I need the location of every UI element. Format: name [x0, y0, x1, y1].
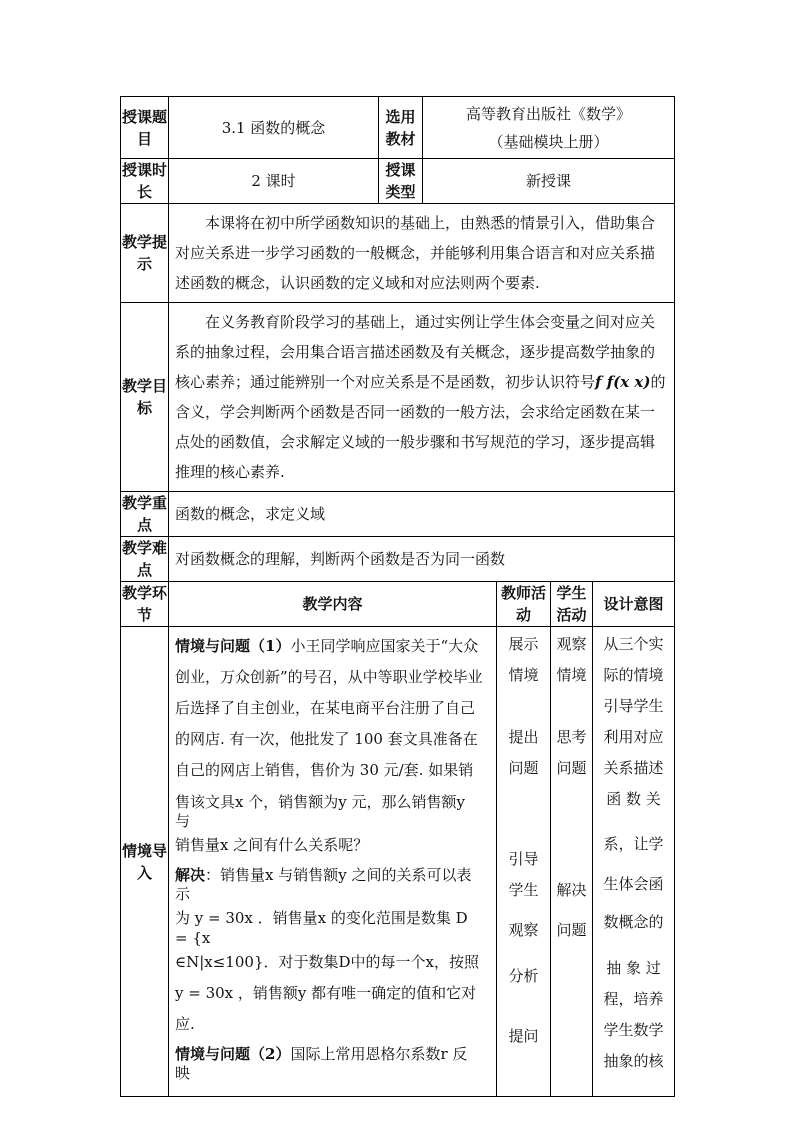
design-intent	[593, 627, 675, 1097]
design-item: 抽象的核	[603, 1052, 664, 1070]
teacher-item: 观察	[508, 921, 539, 939]
solution-title: 解决	[175, 866, 206, 884]
topic-label: 授课题目	[121, 97, 169, 159]
teacher-item: 分析	[508, 967, 539, 985]
stage-value: 情境导入	[121, 627, 169, 1097]
design-item: 数概念的	[603, 913, 664, 931]
teacher-activity	[497, 627, 551, 1097]
key-label: 教学重点	[121, 492, 169, 537]
design-item: 从三个实	[603, 635, 664, 653]
duration-value: 2 课时	[169, 159, 379, 204]
duration-label: 授课时长	[121, 159, 169, 204]
goal-text	[169, 303, 675, 492]
teacher-item	[497, 691, 550, 722]
solution-line: = {x	[175, 929, 211, 947]
type-value: 新授课	[423, 159, 675, 204]
design-item: 学生数学	[603, 1021, 664, 1039]
solution-line: 应.	[175, 1015, 195, 1033]
student-item: 情境	[556, 666, 587, 684]
situation2-line: 映	[175, 1064, 191, 1082]
student-item: 观察	[556, 635, 587, 653]
content-header: 教学内容	[169, 582, 497, 627]
teacher-item: 问题	[508, 759, 539, 777]
student-item	[551, 784, 592, 844]
design-item: 引导学生	[603, 697, 664, 715]
row-hint	[121, 204, 675, 303]
situation1-line: 创业，万众创新”的号召，从中等职业学校毕业	[175, 668, 483, 686]
design-item: 际的情境	[603, 666, 664, 684]
difficulty-label: 教学难点	[121, 537, 169, 582]
student-item: 解决	[556, 881, 587, 899]
teacher-item: 学生	[508, 881, 539, 899]
stage-header: 教学环节	[121, 582, 169, 627]
design-item: 关系描述	[603, 759, 664, 777]
situation2-title: 情境与问题（2）	[175, 1045, 291, 1063]
material-line2: （基础模块上册）	[488, 132, 609, 151]
lesson-plan-table	[120, 96, 675, 1097]
teacher-header: 教师活动	[497, 582, 551, 627]
design-item: 利用对应	[603, 728, 664, 746]
situation1-line: 与	[175, 812, 191, 830]
teacher-item	[497, 784, 550, 844]
design-item: 函 数 关	[606, 790, 661, 808]
row-topic	[121, 97, 675, 159]
goal-part2: 的含义，学会判断两个函数是否同一函数的一般方法，会求给定函数在某一点处的函数值，会求解定义域的一般步骤和书写规范的学习，逐步提高辑推理的核心素养.	[175, 373, 666, 481]
row-goal	[121, 303, 675, 492]
design-item: 程，培养	[603, 990, 664, 1008]
situation2-line: 国际上常用恩格尔系数r 反	[290, 1045, 468, 1063]
design-item	[593, 815, 674, 829]
hint-text: 本课将在初中所学函数知识的基础上，由熟悉的情景引入，借助集合对应关系进一步学习函数的一般概念，并能够利用集合语言和对应关系描述函数的概念，认识函数的定义域和对应法则两个要素.	[169, 204, 675, 303]
teacher-item: 情境	[508, 666, 539, 684]
row-key	[121, 492, 675, 537]
goal-label: 教学目标	[121, 303, 169, 492]
situation1-line: 的网店. 有一次，他批发了 100 套文具准备在	[175, 730, 478, 748]
situation1-line: 后选择了自主创业，在某电商平台注册了自己	[175, 699, 476, 717]
solution-line: 示	[175, 885, 191, 903]
hint-label: 教学提示	[121, 204, 169, 303]
material-label: 选用教材	[379, 97, 423, 159]
material-value	[423, 97, 675, 159]
solution-line: ：销售量x 与销售额y 之间的关系可以表	[205, 866, 472, 884]
row-duration	[121, 159, 675, 204]
situation-content	[169, 627, 497, 1097]
solution-line: y = 30x ，销售额y 都有唯一确定的值和它对	[175, 984, 477, 1002]
row-difficulty	[121, 537, 675, 582]
teacher-item: 展示	[508, 635, 539, 653]
student-header: 学生活动	[551, 582, 593, 627]
situation1-line: 小王同学响应国家关于“大众	[290, 637, 479, 655]
teacher-item: 提问	[508, 1027, 539, 1045]
student-item: 问题	[556, 921, 587, 939]
student-item	[551, 844, 592, 875]
teacher-item: 引导	[508, 850, 539, 868]
difficulty-text: 对函数概念的理解，判断两个函数是否为同一函数	[169, 537, 675, 582]
type-label: 授课类型	[379, 159, 423, 204]
situation1-line: 售该文具x 个，销售额为y 元，那么销售额y	[175, 793, 465, 811]
situation1-line: 自己的网店上销售，售价为 30 元/套. 如果销	[175, 761, 474, 779]
goal-part1: 在义务教育阶段学习的基础上，通过实例让学生体会变量之间对应关系的抽象过程，会用集合语言描述函数及有关概念，逐步提高数学抽象的核心素养；通过能辨别一个对应关系是不是函数，初步认识符号	[175, 313, 656, 391]
student-activity	[551, 627, 593, 1097]
design-item: 生体会函	[603, 875, 664, 893]
row-process-header	[121, 582, 675, 627]
goal-symbol: f f(x x)	[595, 373, 651, 391]
solution-line: 为 y = 30x ．销售量x 的变化范围是数集 D	[175, 909, 468, 927]
teacher-item: 提出	[508, 728, 539, 746]
design-item: 抽 象 过	[606, 959, 661, 977]
situation1-title: 情境与问题（1）	[175, 637, 291, 655]
row-situation	[121, 627, 675, 1097]
solution-line: ∈N|x≤100}．对于数集D中的每一个x，按照	[175, 953, 479, 971]
student-item: 思考	[556, 728, 587, 746]
key-text: 函数的概念，求定义域	[169, 492, 675, 537]
design-header: 设计意图	[593, 582, 675, 627]
design-item: 系，让学	[603, 835, 664, 853]
situation1-line: 销售量x 之间有什么关系呢？	[175, 836, 369, 854]
topic-value: 3.1 函数的概念	[169, 97, 379, 159]
student-item: 问题	[556, 759, 587, 777]
material-line1: 高等教育出版社《数学》	[466, 104, 632, 123]
student-item	[551, 691, 592, 722]
